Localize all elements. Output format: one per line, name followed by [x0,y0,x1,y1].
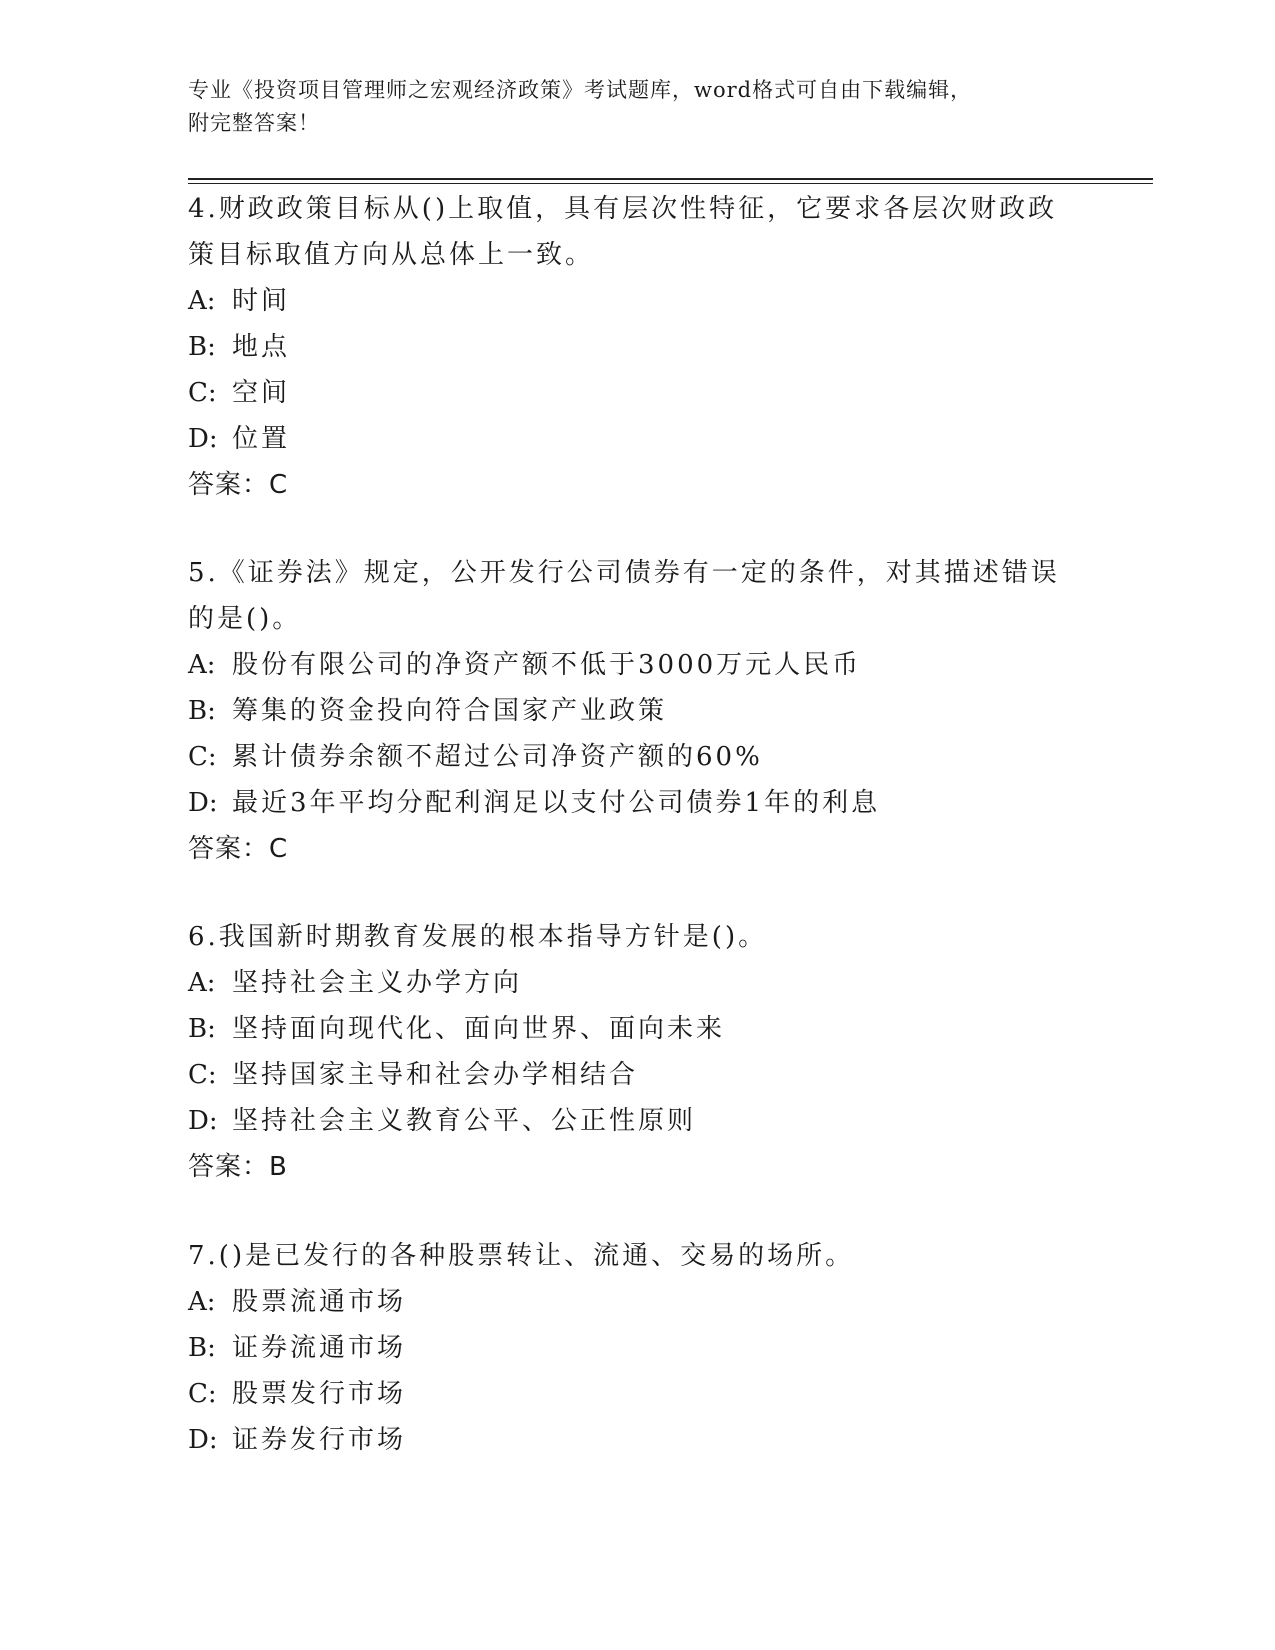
option-key: D: [188,788,218,818]
document-header [188,74,1068,140]
option-text: 坚持社会主义教育公平、公正性原则 [232,1106,697,1136]
header-divider-thin [188,183,1153,184]
question-5 [188,550,1068,872]
option-d [188,1098,1068,1144]
option-text: 累计债券余额不超过公司净资产额的60% [232,742,763,772]
option-d [188,416,1068,462]
option-b [188,1006,1068,1052]
option-text: 证券流通市场 [232,1333,407,1363]
answer: 答案：B [188,1152,288,1182]
option-key: A: [188,286,216,316]
option-a [188,278,1068,324]
option-text: 坚持社会主义办学方向 [232,968,523,998]
option-key: D: [188,1425,218,1455]
option-key: B: [188,1333,216,1363]
option-key: C: [188,742,217,772]
option-a [188,960,1068,1006]
option-key: B: [188,1014,216,1044]
question-stem-line: 策目标取值方向从总体上一致。 [188,240,595,270]
question-6 [188,914,1068,1190]
option-key: C: [188,378,217,408]
option-key: D: [188,424,218,454]
option-text: 最近3年平均分配利润足以支付公司债券1年的利息 [232,788,881,818]
option-d [188,1417,1068,1463]
option-key: A: [188,650,216,680]
question-stem-line: 5.《证券法》规定，公开发行公司债券有一定的条件，对其描述错误 [188,558,1060,588]
option-text: 坚持面向现代化、面向世界、面向未来 [232,1014,726,1044]
header-line-2: 附完整答案！ [188,111,320,135]
option-key: A: [188,1287,216,1317]
option-text: 股票流通市场 [232,1287,407,1317]
header-line-1: 专业《投资项目管理师之宏观经济政策》考试题库，word格式可自由下载编辑， [188,78,973,102]
option-text: 筹集的资金投向符合国家产业政策 [232,696,668,726]
option-text: 时间 [232,286,291,316]
question-4 [188,186,1068,508]
header-divider-thick [188,178,1153,180]
question-stem-line: 的是()。 [188,604,302,634]
option-text: 地点 [232,332,291,362]
question-stem-line: 6.我国新时期教育发展的根本指导方针是()。 [188,922,768,952]
option-c [188,1371,1068,1417]
option-key: C: [188,1379,217,1409]
answer: 答案：C [188,834,289,864]
answer: 答案：C [188,470,289,500]
option-text: 股份有限公司的净资产额不低于3000万元人民币 [232,650,862,680]
option-text: 股票发行市场 [232,1379,407,1409]
option-d [188,780,1068,826]
question-stem-line: 7.()是已发行的各种股票转让、流通、交易的场所。 [188,1241,855,1271]
question-stem-line: 4.财政政策目标从()上取值，具有层次性特征，它要求各层次财政政 [188,194,1058,224]
option-text: 位置 [232,424,291,454]
option-c [188,370,1068,416]
option-key: B: [188,332,216,362]
option-key: A: [188,968,216,998]
question-7 [188,1233,1068,1463]
option-c [188,734,1068,780]
option-b [188,688,1068,734]
option-b [188,1325,1068,1371]
option-text: 证券发行市场 [232,1425,407,1455]
option-c [188,1052,1068,1098]
option-key: C: [188,1060,217,1090]
option-b [188,324,1068,370]
option-a [188,1279,1068,1325]
option-a [188,642,1068,688]
option-text: 坚持国家主导和社会办学相结合 [232,1060,639,1090]
option-text: 空间 [232,378,291,408]
option-key: D: [188,1106,218,1136]
option-key: B: [188,696,216,726]
